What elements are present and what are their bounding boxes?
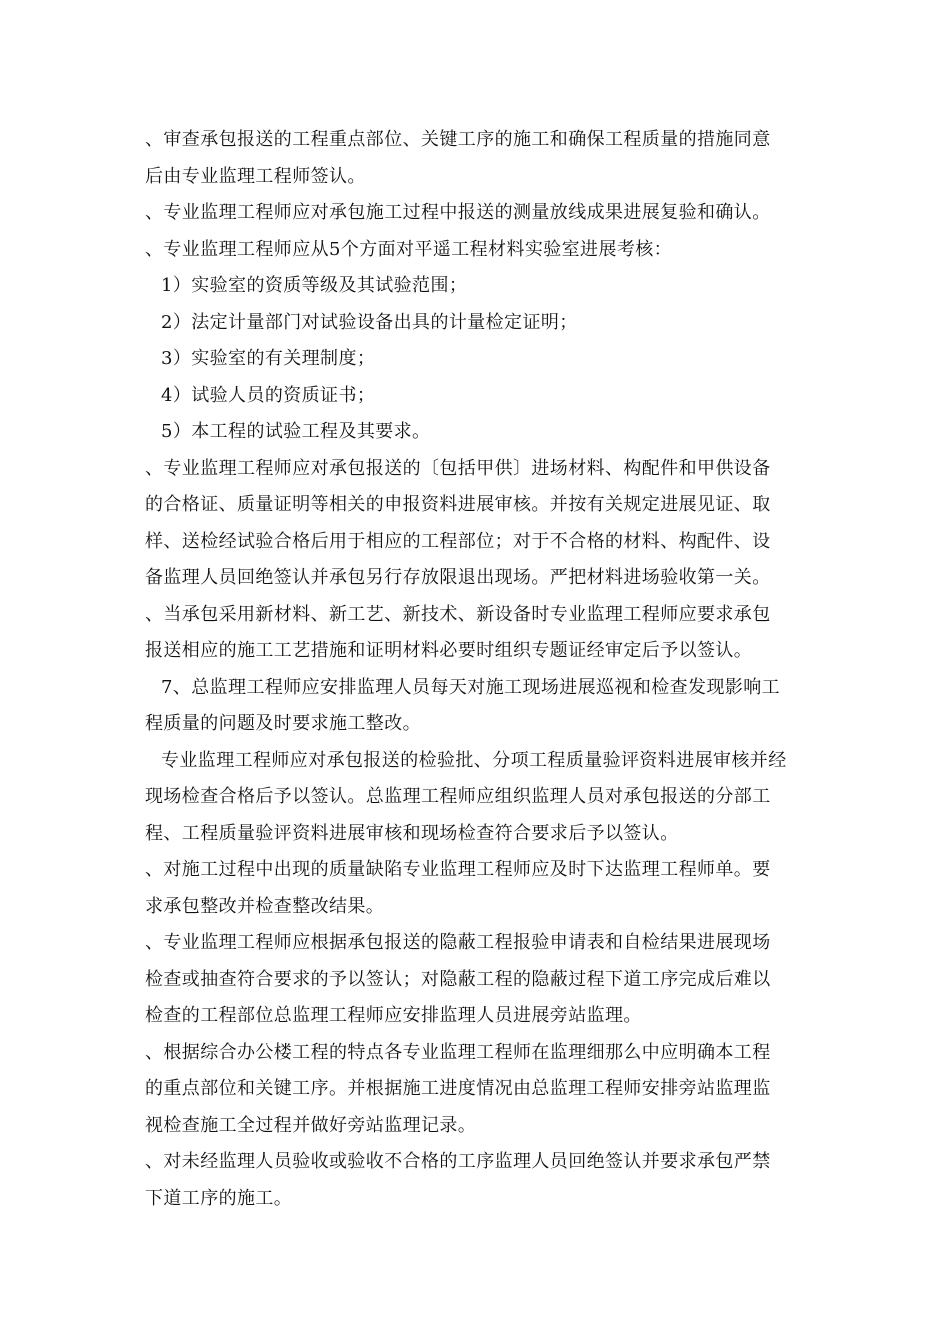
paragraph-line: 样、送检经试验合格后用于相应的工程部位；对于不合格的材料、构配件、设	[145, 530, 771, 552]
paragraph-line: 、对施工过程中出现的质量缺陷专业监理工程师应及时下达监理工程师单。要	[145, 859, 771, 880]
paragraph-line: 程、工程质量验评资料进展审核和现场检查符合要求后予以签认。	[145, 822, 679, 844]
document-body	[145, 122, 810, 1217]
paragraph-line: 下道工序的施工。	[145, 1187, 293, 1209]
paragraph-line: 程质量的问题及时要求施工整改。	[145, 713, 421, 734]
list-item: 2）法定计量部门对试验设备出具的计量检定证明；	[161, 311, 578, 333]
paragraph-line: 备监理人员回绝签认并承包另行存放限退出现场。严把材料进场验收第一关。	[145, 567, 771, 588]
paragraph-line: 、专业监理工程师应对承包报送的〔包括甲供〕进场材料、构配件和甲供设备	[145, 457, 771, 479]
list-item: 3）实验室的有关理制度；	[161, 348, 376, 369]
paragraph-line: 求承包整改并检查整改结果。	[145, 895, 385, 917]
list-item: 5）本工程的试验工程及其要求。	[161, 421, 431, 442]
paragraph-line: 、审查承包报送的工程重点部位、关键工序的施工和确保工程质量的措施同意	[145, 129, 771, 150]
paragraph-line: 、当承包采用新材料、新工艺、新技术、新设备时专业监理工程师应要求承包	[145, 603, 771, 625]
paragraph-line: 、专业监理工程师应对承包施工过程中报送的测量放线成果进展复验和确认。	[145, 202, 771, 223]
paragraph-line: 检查的工程部位总监理工程师应安排监理人员进展旁站监理。	[145, 1005, 642, 1026]
paragraph-line: 专业监理工程师应对承包报送的检验批、分项工程质量验评资料进展审核并经	[161, 749, 787, 771]
paragraph-line: 检查或抽查符合要求的予以签认；对隐蔽工程的隐蔽过程下道工序完成后难以	[145, 968, 771, 990]
paragraph-line: 、根据综合办公楼工程的特点各专业监理工程师在监理细那么中应明确本工程	[145, 1041, 771, 1063]
paragraph-line: 的重点部位和关键工序。并根据施工进度情况由总监理工程师安排旁站监理监	[145, 1078, 771, 1099]
paragraph-line: 的合格证、质量证明等相关的申报资料进展审核。并按有关规定进展见证、取	[145, 494, 771, 515]
paragraph-line: 后由专业监理工程师签认。	[145, 165, 366, 187]
list-item: 4）试验人员的资质证书；	[161, 384, 376, 406]
paragraph-line: 、专业监理工程师应根据承包报送的隐蔽工程报验申请表和自检结果进展现场	[145, 932, 771, 953]
paragraph-line: 现场检查合格后予以签认。总监理工程师应组织监理人员对承包报送的分部工	[145, 786, 771, 807]
paragraph-line: 、对未经监理人员验收或验收不合格的工序监理人员回绝签认并要求承包严禁	[145, 1151, 771, 1172]
paragraph-line: 视检查施工全过程并做好旁站监理记录。	[145, 1114, 477, 1136]
list-item: 1）实验室的资质等级及其试验范围；	[161, 275, 468, 296]
paragraph-line: 、专业监理工程师应从5个方面对平遥工程材料实验室进展考核：	[145, 238, 673, 260]
paragraph-line: 报送相应的施工工艺措施和证明材料必要时组织专题证经审定后予以签认。	[145, 640, 753, 661]
paragraph-line: 7、总监理工程师应安排监理人员每天对施工现场进展巡视和检查发现影响工	[161, 676, 781, 698]
